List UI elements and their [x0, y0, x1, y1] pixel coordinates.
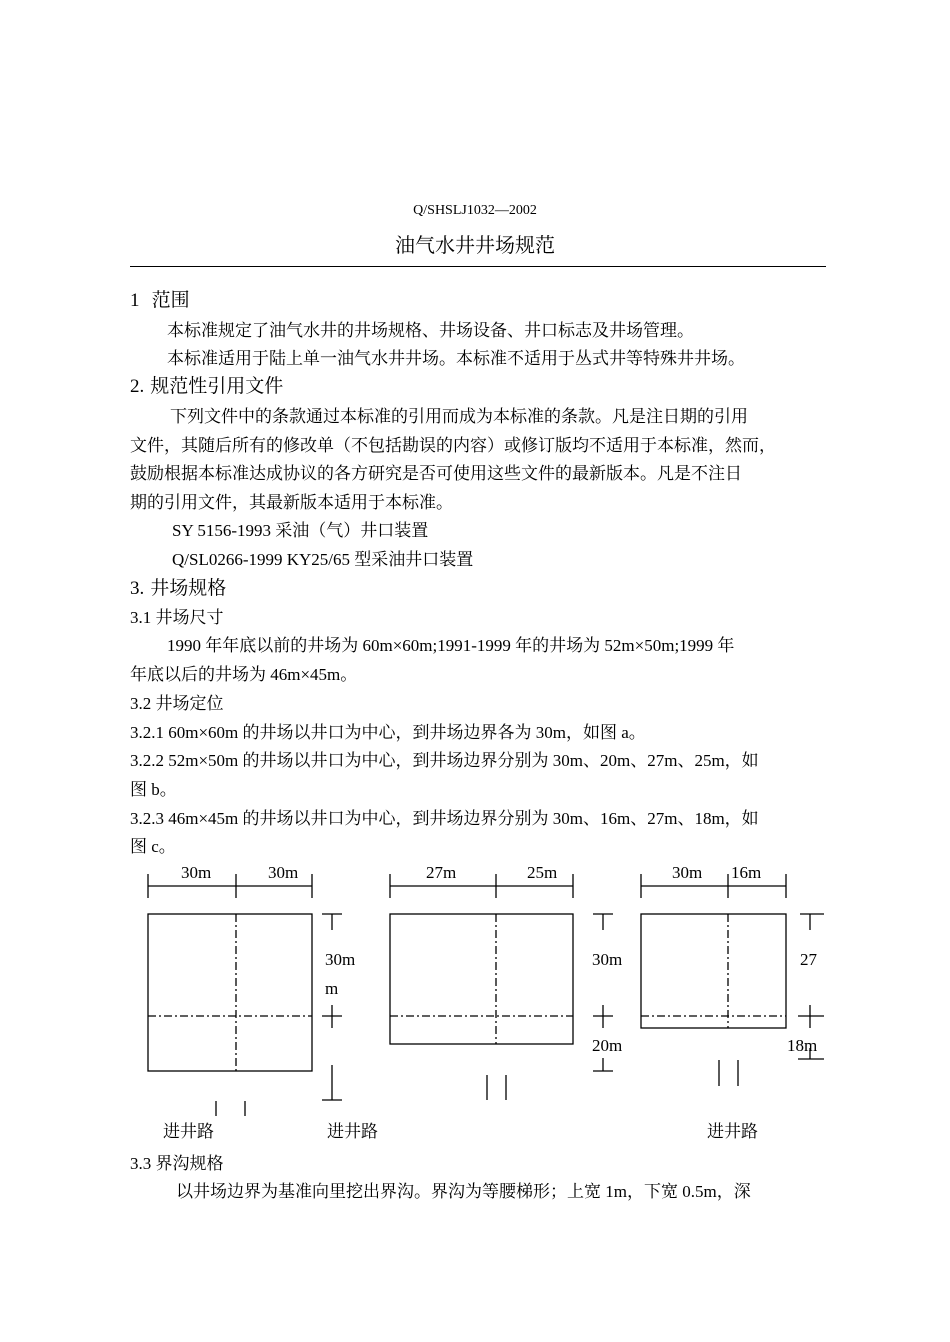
figure-b-side-upper-label: 30m	[592, 950, 623, 969]
section-1-para-2: 本标准适用于陆上单一油气水井井场。本标准不适用于丛式井等特殊井井场。	[167, 349, 745, 368]
subsection-3-3-heading: 3.3 界沟规格	[130, 1154, 224, 1173]
figure-c-side-upper-label: 27	[800, 950, 817, 969]
figure-b-side-lower-label: 20m	[592, 1036, 623, 1055]
figure-b-top-left-label: 27m	[426, 863, 457, 882]
clause-3-2-3-line-1: 3.2.3 46m×45m 的井场以井口为中心，到井场边界分别为 30m、16m、27m、18m，如	[130, 809, 759, 828]
figure-c-side-lower-label: 18m	[787, 1036, 818, 1055]
reference-2: Q/SL0266-1999 KY25/65 型采油井口装置	[172, 550, 474, 569]
figure-c-top-right-label: 16m	[731, 863, 762, 882]
title-rule	[130, 266, 826, 267]
figure-b	[390, 874, 613, 1100]
figure-a-road-label: 进井路	[163, 1122, 214, 1141]
standard-code: Q/SHSLJ1032—2002	[413, 203, 537, 218]
well-site-c-boundary	[641, 914, 786, 1028]
section-1-para-1: 本标准规定了油气水井的井场规格、井场设备、井口标志及井场管理。	[167, 321, 694, 340]
clause-3-2-2-line-1: 3.2.2 52m×50m 的井场以井口为中心，到井场边界分别为 30m、20m、27m、25m，如	[130, 751, 759, 770]
subsection-3-1-line-2: 年底以后的井场为 46m×45m。	[130, 665, 358, 684]
section-1-heading	[130, 285, 190, 312]
subsection-3-1-line-1: 1990 年年底以前的井场为 60m×60m;1991-1999 年的井场为 52m×50m;1999 年	[167, 636, 735, 655]
clause-3-2-1: 3.2.1 60m×60m 的井场以井口为中心，到井场边界各为 30m，如图 a。	[130, 723, 646, 742]
figure-b-top-right-label: 25m	[527, 863, 558, 882]
section-3-heading	[130, 573, 226, 600]
section-1-title: 范围	[151, 289, 190, 311]
section-3-title: 井场规格	[150, 577, 227, 599]
figure-a-top-right-label: 30m	[268, 863, 299, 882]
figure-a-side-label-cont: m	[325, 979, 339, 998]
document-title: 油气水井井场规范	[395, 233, 555, 257]
section-2-line-3: 鼓励根据本标准达成协议的各方研究是否可使用这些文件的最新版本。凡是不注日	[130, 464, 742, 483]
clause-3-2-3-line-2: 图 c。	[130, 837, 176, 856]
figure-c-road-label: 进井路	[707, 1122, 758, 1141]
figure-a-top-left-label: 30m	[181, 863, 212, 882]
reference-1: SY 5156-1993 采油（气）井口装置	[172, 521, 429, 540]
figure-a-side-label: 30m	[325, 950, 356, 969]
subsection-3-2-heading: 3.2 井场定位	[130, 694, 224, 713]
clause-3-2-2-line-2: 图 b。	[130, 780, 177, 799]
section-2-title: 规范性引用文件	[150, 375, 284, 397]
subsection-3-1-heading: 3.1 井场尺寸	[130, 608, 224, 627]
figure-c-top-left-label: 30m	[672, 863, 703, 882]
well-site-layout-figure	[0, 855, 950, 1145]
section-2-line-2: 文件，其随后所有的修改单（不包括勘误的内容）或修订版均不适用于本标准，然而，	[130, 436, 776, 455]
section-3-number: 3.	[130, 578, 145, 599]
well-site-a-boundary	[148, 914, 312, 1071]
section-1-number: 1	[130, 290, 140, 311]
section-2-number: 2.	[130, 376, 145, 397]
subsection-3-3-line-1: 以井场边界为基准向里挖出界沟。界沟为等腰梯形；上宽 1m，下宽 0.5m，深	[176, 1182, 751, 1201]
well-site-b-boundary	[390, 914, 573, 1044]
figure-b-road-label: 进井路	[327, 1122, 378, 1141]
figure-a	[148, 874, 342, 1116]
section-2-heading	[130, 371, 283, 398]
section-2-line-4: 期的引用文件，其最新版本适用于本标准。	[130, 493, 453, 512]
section-2-line-1: 下列文件中的条款通过本标准的引用而成为本标准的条款。凡是注日期的引用	[170, 407, 748, 426]
